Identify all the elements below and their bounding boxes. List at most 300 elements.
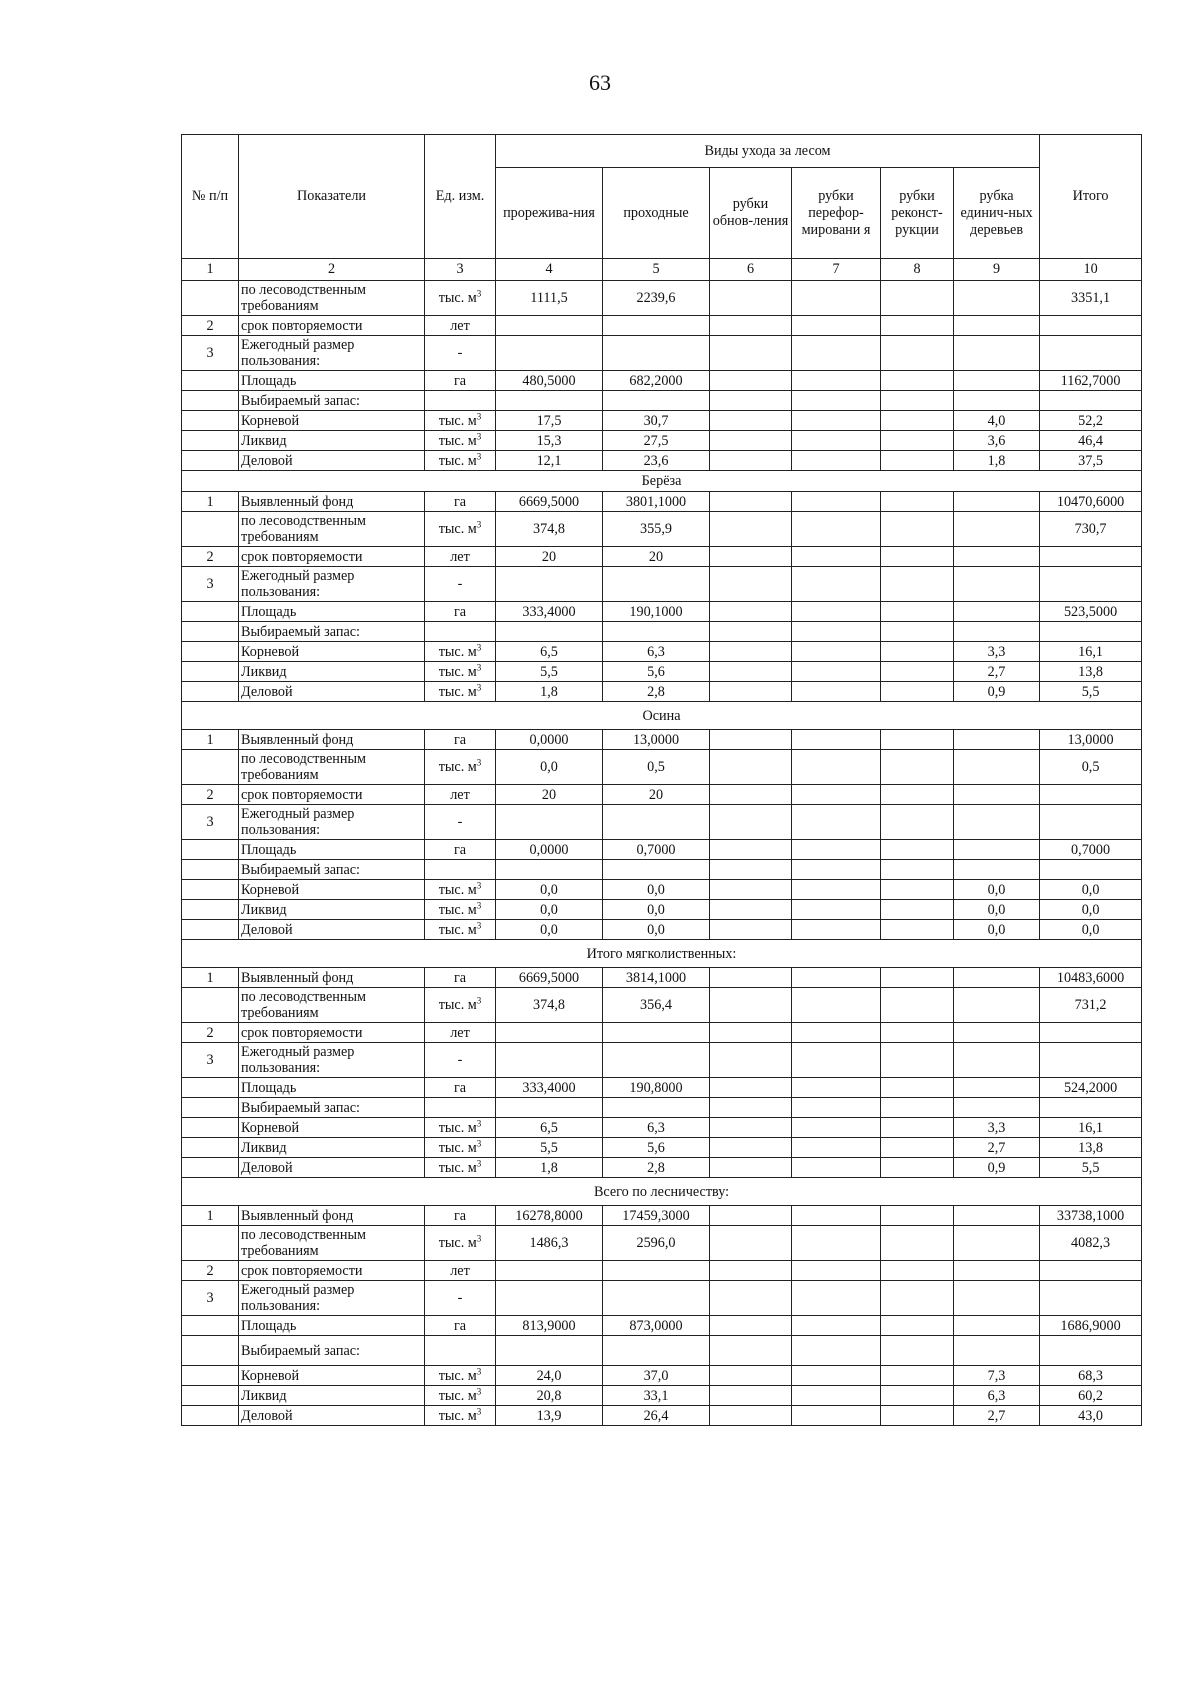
value-reconstruction <box>881 920 954 940</box>
unit-cell <box>425 1138 496 1158</box>
indicator-name: Ежегодный размер пользования: <box>239 1281 425 1316</box>
row-number <box>182 900 239 920</box>
unit-cell <box>425 642 496 662</box>
unit-cell <box>425 900 496 920</box>
table-row <box>182 547 1142 567</box>
value-total: 731,2 <box>1040 988 1142 1023</box>
row-number: 1 <box>182 1206 239 1226</box>
value-total <box>1040 316 1142 336</box>
indicator-name: Площадь <box>239 1316 425 1336</box>
value-reconstruction <box>881 1336 954 1366</box>
value-reformation <box>792 1226 881 1261</box>
row-number <box>182 1098 239 1118</box>
section-title-row <box>182 702 1142 730</box>
value-single-tree: 2,7 <box>954 662 1040 682</box>
value-total <box>1040 1043 1142 1078</box>
value-thinning: 0,0 <box>496 750 603 785</box>
indicator-name: Выбираемый запас: <box>239 1098 425 1118</box>
value-renewal <box>710 1226 792 1261</box>
value-total: 16,1 <box>1040 1118 1142 1138</box>
value-passage <box>603 316 710 336</box>
indicator-name: Ликвид <box>239 1138 425 1158</box>
value-thinning: 20 <box>496 785 603 805</box>
value-thinning: 0,0 <box>496 880 603 900</box>
value-thinning: 1,8 <box>496 1158 603 1178</box>
unit-cell <box>425 662 496 682</box>
indicator-name: Ежегодный размер пользования: <box>239 805 425 840</box>
row-number <box>182 880 239 900</box>
value-total <box>1040 567 1142 602</box>
table-row <box>182 492 1142 512</box>
value-single-tree: 2,7 <box>954 1406 1040 1426</box>
value-renewal <box>710 1138 792 1158</box>
value-thinning <box>496 316 603 336</box>
indicator-name: по лесоводственным требованиям <box>239 512 425 547</box>
value-renewal <box>710 1406 792 1426</box>
value-reformation <box>792 900 881 920</box>
value-single-tree <box>954 1226 1040 1261</box>
value-reconstruction <box>881 336 954 371</box>
forest-care-table <box>181 134 1142 1426</box>
value-total <box>1040 622 1142 642</box>
indicator-name: Ликвид <box>239 431 425 451</box>
row-number: 2 <box>182 316 239 336</box>
value-passage <box>603 1261 710 1281</box>
value-total: 13,8 <box>1040 1138 1142 1158</box>
unit-cell <box>425 880 496 900</box>
value-reformation <box>792 371 881 391</box>
unit-cell <box>425 920 496 940</box>
value-reformation <box>792 547 881 567</box>
column-number: 5 <box>603 259 710 281</box>
value-single-tree: 3,3 <box>954 642 1040 662</box>
indicator-name: Выявленный фонд <box>239 492 425 512</box>
unit-cell: га <box>425 968 496 988</box>
value-passage: 17459,3000 <box>603 1206 710 1226</box>
value-passage <box>603 1336 710 1366</box>
value-single-tree <box>954 968 1040 988</box>
value-thinning: 6,5 <box>496 642 603 662</box>
indicator-name: Деловой <box>239 920 425 940</box>
unit-text: тыс. $м^3$ <box>438 288 482 306</box>
value-reformation <box>792 805 881 840</box>
table-row <box>182 642 1142 662</box>
row-number: 3 <box>182 1043 239 1078</box>
value-renewal <box>710 1023 792 1043</box>
value-passage: 356,4 <box>603 988 710 1023</box>
value-reconstruction <box>881 1366 954 1386</box>
value-passage: 3801,1000 <box>603 492 710 512</box>
unit-cell <box>425 512 496 547</box>
value-renewal <box>710 1316 792 1336</box>
value-total: 730,7 <box>1040 512 1142 547</box>
unit-cell: - <box>425 805 496 840</box>
value-single-tree <box>954 316 1040 336</box>
unit-text: тыс. $м^3$ <box>438 1365 482 1384</box>
table-row <box>182 1366 1142 1386</box>
value-total <box>1040 336 1142 371</box>
value-single-tree: 0,0 <box>954 880 1040 900</box>
value-reformation <box>792 785 881 805</box>
value-single-tree: 6,3 <box>954 1386 1040 1406</box>
row-number: 1 <box>182 968 239 988</box>
value-reconstruction <box>881 567 954 602</box>
indicator-name: Корневой <box>239 1118 425 1138</box>
column-number: 3 <box>425 259 496 281</box>
value-thinning <box>496 1261 603 1281</box>
value-thinning <box>496 1043 603 1078</box>
value-total: 1162,7000 <box>1040 371 1142 391</box>
value-thinning: 20,8 <box>496 1386 603 1406</box>
header-total: Итого <box>1040 135 1142 259</box>
indicator-name: срок повторяемости <box>239 1023 425 1043</box>
unit-cell: га <box>425 371 496 391</box>
value-thinning <box>496 860 603 880</box>
value-single-tree <box>954 840 1040 860</box>
value-single-tree <box>954 512 1040 547</box>
table-row <box>182 371 1142 391</box>
value-passage <box>603 1043 710 1078</box>
value-single-tree: 0,0 <box>954 920 1040 940</box>
value-thinning: 6669,5000 <box>496 492 603 512</box>
table-row <box>182 391 1142 411</box>
section-title: Всего по лесничеству: <box>182 1178 1142 1206</box>
value-passage: 2596,0 <box>603 1226 710 1261</box>
value-reformation <box>792 682 881 702</box>
value-reformation <box>792 451 881 471</box>
value-renewal <box>710 1043 792 1078</box>
value-total: 3351,1 <box>1040 281 1142 316</box>
value-renewal <box>710 840 792 860</box>
value-thinning: 24,0 <box>496 1366 603 1386</box>
value-reformation <box>792 750 881 785</box>
value-passage: 0,5 <box>603 750 710 785</box>
value-thinning: 17,5 <box>496 411 603 431</box>
indicator-name: Выявленный фонд <box>239 1206 425 1226</box>
unit-cell: га <box>425 1316 496 1336</box>
value-single-tree <box>954 567 1040 602</box>
unit-cell <box>425 750 496 785</box>
table-row <box>182 1226 1142 1261</box>
table-row <box>182 281 1142 316</box>
value-total <box>1040 860 1142 880</box>
indicator-name: Площадь <box>239 602 425 622</box>
value-reconstruction <box>881 451 954 471</box>
value-reformation <box>792 431 881 451</box>
value-single-tree <box>954 391 1040 411</box>
value-reconstruction <box>881 1078 954 1098</box>
unit-text: тыс. $м^3$ <box>438 430 482 449</box>
value-reconstruction <box>881 1023 954 1043</box>
value-total <box>1040 805 1142 840</box>
table-row <box>182 880 1142 900</box>
value-thinning: 813,9000 <box>496 1316 603 1336</box>
value-reconstruction <box>881 860 954 880</box>
value-total: 10470,6000 <box>1040 492 1142 512</box>
indicator-name: Площадь <box>239 840 425 860</box>
value-renewal <box>710 900 792 920</box>
value-passage: 27,5 <box>603 431 710 451</box>
indicator-name: Корневой <box>239 642 425 662</box>
row-number <box>182 682 239 702</box>
value-renewal <box>710 1118 792 1138</box>
indicator-name: по лесоводственным требованиям <box>239 988 425 1023</box>
column-number: 6 <box>710 259 792 281</box>
unit-text: тыс. $м^3$ <box>438 410 482 429</box>
unit-cell: га <box>425 492 496 512</box>
value-reformation <box>792 1078 881 1098</box>
unit-cell <box>425 1158 496 1178</box>
value-renewal <box>710 567 792 602</box>
section-title: Итого мягколиственных: <box>182 940 1142 968</box>
indicator-name: Деловой <box>239 682 425 702</box>
value-reformation <box>792 1366 881 1386</box>
value-passage: 3814,1000 <box>603 968 710 988</box>
table-row <box>182 411 1142 431</box>
row-number <box>182 1366 239 1386</box>
value-reformation <box>792 1316 881 1336</box>
value-passage <box>603 622 710 642</box>
value-single-tree <box>954 805 1040 840</box>
unit-cell: лет <box>425 547 496 567</box>
row-number <box>182 662 239 682</box>
unit-text: тыс. $м^3$ <box>438 641 482 660</box>
section-title-row <box>182 1178 1142 1206</box>
value-renewal <box>710 785 792 805</box>
value-reformation <box>792 567 881 602</box>
value-passage <box>603 860 710 880</box>
indicator-name: по лесоводственным требованиям <box>239 281 425 316</box>
value-renewal <box>710 391 792 411</box>
value-reconstruction <box>881 547 954 567</box>
value-reconstruction <box>881 1226 954 1261</box>
value-reconstruction <box>881 785 954 805</box>
value-reformation <box>792 336 881 371</box>
value-single-tree <box>954 1098 1040 1118</box>
value-thinning <box>496 1098 603 1118</box>
unit-cell: лет <box>425 785 496 805</box>
value-total: 1686,9000 <box>1040 1316 1142 1336</box>
value-reformation <box>792 1261 881 1281</box>
value-passage: 5,6 <box>603 662 710 682</box>
value-reconstruction <box>881 840 954 860</box>
value-reconstruction <box>881 512 954 547</box>
value-reformation <box>792 492 881 512</box>
value-passage: 2,8 <box>603 682 710 702</box>
value-total: 43,0 <box>1040 1406 1142 1426</box>
unit-cell <box>425 1118 496 1138</box>
value-renewal <box>710 316 792 336</box>
value-renewal <box>710 512 792 547</box>
value-reconstruction <box>881 1316 954 1336</box>
value-total: 33738,1000 <box>1040 1206 1142 1226</box>
value-renewal <box>710 682 792 702</box>
indicator-name: Ликвид <box>239 662 425 682</box>
unit-text: тыс. $м^3$ <box>438 661 482 680</box>
unit-cell: - <box>425 336 496 371</box>
indicator-name: Ежегодный размер пользования: <box>239 567 425 602</box>
row-number <box>182 1078 239 1098</box>
table-row <box>182 840 1142 860</box>
value-reformation <box>792 281 881 316</box>
value-thinning: 5,5 <box>496 662 603 682</box>
table-row <box>182 1078 1142 1098</box>
value-renewal <box>710 336 792 371</box>
table-row <box>182 988 1142 1023</box>
row-number: 1 <box>182 492 239 512</box>
value-passage: 682,2000 <box>603 371 710 391</box>
value-reconstruction <box>881 805 954 840</box>
value-single-tree <box>954 750 1040 785</box>
value-renewal <box>710 750 792 785</box>
table-row <box>182 451 1142 471</box>
unit-text: тыс. $м^3$ <box>438 1233 482 1251</box>
section-title: Осина <box>182 702 1142 730</box>
value-single-tree <box>954 1023 1040 1043</box>
value-reformation <box>792 1386 881 1406</box>
value-thinning: 16278,8000 <box>496 1206 603 1226</box>
value-single-tree <box>954 1206 1040 1226</box>
value-total: 52,2 <box>1040 411 1142 431</box>
table-row <box>182 662 1142 682</box>
value-passage: 6,3 <box>603 642 710 662</box>
unit-text: тыс. $м^3$ <box>438 1137 482 1156</box>
value-thinning: 6,5 <box>496 1118 603 1138</box>
table-row <box>182 682 1142 702</box>
unit-cell: га <box>425 1206 496 1226</box>
indicator-name: Корневой <box>239 1366 425 1386</box>
value-thinning: 0,0 <box>496 900 603 920</box>
unit-cell: лет <box>425 316 496 336</box>
value-total: 68,3 <box>1040 1366 1142 1386</box>
unit-cell <box>425 860 496 880</box>
header-type: рубка единич-ных деревьев <box>954 168 1040 259</box>
value-thinning <box>496 1336 603 1366</box>
row-number <box>182 642 239 662</box>
unit-cell: лет <box>425 1261 496 1281</box>
value-renewal <box>710 1078 792 1098</box>
value-reformation <box>792 602 881 622</box>
value-reconstruction <box>881 371 954 391</box>
unit-text: тыс. $м^3$ <box>438 1385 482 1404</box>
unit-text: тыс. $м^3$ <box>438 757 482 775</box>
row-number: 1 <box>182 730 239 750</box>
value-reformation <box>792 1043 881 1078</box>
value-reformation <box>792 1336 881 1366</box>
value-total: 0,0 <box>1040 920 1142 940</box>
value-reconstruction <box>881 431 954 451</box>
table-row <box>182 900 1142 920</box>
value-reconstruction <box>881 316 954 336</box>
unit-cell: га <box>425 602 496 622</box>
header-num: № п/п <box>182 135 239 259</box>
unit-cell: - <box>425 1281 496 1316</box>
column-number: 10 <box>1040 259 1142 281</box>
value-reformation <box>792 622 881 642</box>
value-renewal <box>710 602 792 622</box>
indicator-name: Деловой <box>239 1406 425 1426</box>
row-number <box>182 1386 239 1406</box>
value-reconstruction <box>881 750 954 785</box>
table-row <box>182 1281 1142 1316</box>
unit-cell <box>425 1366 496 1386</box>
row-number: 3 <box>182 1281 239 1316</box>
value-total: 37,5 <box>1040 451 1142 471</box>
value-thinning <box>496 336 603 371</box>
value-total <box>1040 1023 1142 1043</box>
value-reformation <box>792 968 881 988</box>
value-thinning: 0,0 <box>496 920 603 940</box>
indicator-name: Деловой <box>239 451 425 471</box>
value-reformation <box>792 1406 881 1426</box>
unit-text: тыс. $м^3$ <box>438 919 482 938</box>
column-number: 2 <box>239 259 425 281</box>
value-total <box>1040 1281 1142 1316</box>
value-total: 523,5000 <box>1040 602 1142 622</box>
indicator-name: Ликвид <box>239 900 425 920</box>
indicator-name: срок повторяемости <box>239 785 425 805</box>
value-total: 0,0 <box>1040 880 1142 900</box>
value-reconstruction <box>881 391 954 411</box>
unit-cell <box>425 988 496 1023</box>
value-renewal <box>710 988 792 1023</box>
indicator-name: срок повторяемости <box>239 316 425 336</box>
value-total: 0,7000 <box>1040 840 1142 860</box>
value-single-tree <box>954 1336 1040 1366</box>
value-single-tree <box>954 547 1040 567</box>
value-single-tree <box>954 492 1040 512</box>
value-single-tree: 3,6 <box>954 431 1040 451</box>
value-reformation <box>792 1023 881 1043</box>
value-total: 0,0 <box>1040 900 1142 920</box>
value-renewal <box>710 860 792 880</box>
value-thinning: 374,8 <box>496 512 603 547</box>
value-reformation <box>792 411 881 431</box>
indicator-name: Выбираемый запас: <box>239 391 425 411</box>
value-thinning: 374,8 <box>496 988 603 1023</box>
value-thinning: 1,8 <box>496 682 603 702</box>
unit-text: тыс. $м^3$ <box>438 519 482 537</box>
table-row <box>182 785 1142 805</box>
section-title: Берёза <box>182 471 1142 492</box>
table-row <box>182 1206 1142 1226</box>
value-total <box>1040 391 1142 411</box>
row-number <box>182 1158 239 1178</box>
value-passage: 873,0000 <box>603 1316 710 1336</box>
table-row <box>182 860 1142 880</box>
value-passage: 26,4 <box>603 1406 710 1426</box>
value-thinning: 333,4000 <box>496 602 603 622</box>
value-total: 13,8 <box>1040 662 1142 682</box>
header-type: рубки перефор-мировани я <box>792 168 881 259</box>
value-single-tree: 1,8 <box>954 451 1040 471</box>
value-single-tree <box>954 1261 1040 1281</box>
row-number <box>182 1336 239 1366</box>
table-row <box>182 431 1142 451</box>
value-renewal <box>710 1206 792 1226</box>
column-number: 7 <box>792 259 881 281</box>
unit-cell <box>425 1226 496 1261</box>
value-passage <box>603 391 710 411</box>
value-single-tree <box>954 1043 1040 1078</box>
table-row <box>182 1386 1142 1406</box>
header-type: рубки обнов-ления <box>710 168 792 259</box>
value-thinning: 12,1 <box>496 451 603 471</box>
unit-text: тыс. $м^3$ <box>438 450 482 469</box>
value-total: 60,2 <box>1040 1386 1142 1406</box>
value-renewal <box>710 281 792 316</box>
value-single-tree: 4,0 <box>954 411 1040 431</box>
